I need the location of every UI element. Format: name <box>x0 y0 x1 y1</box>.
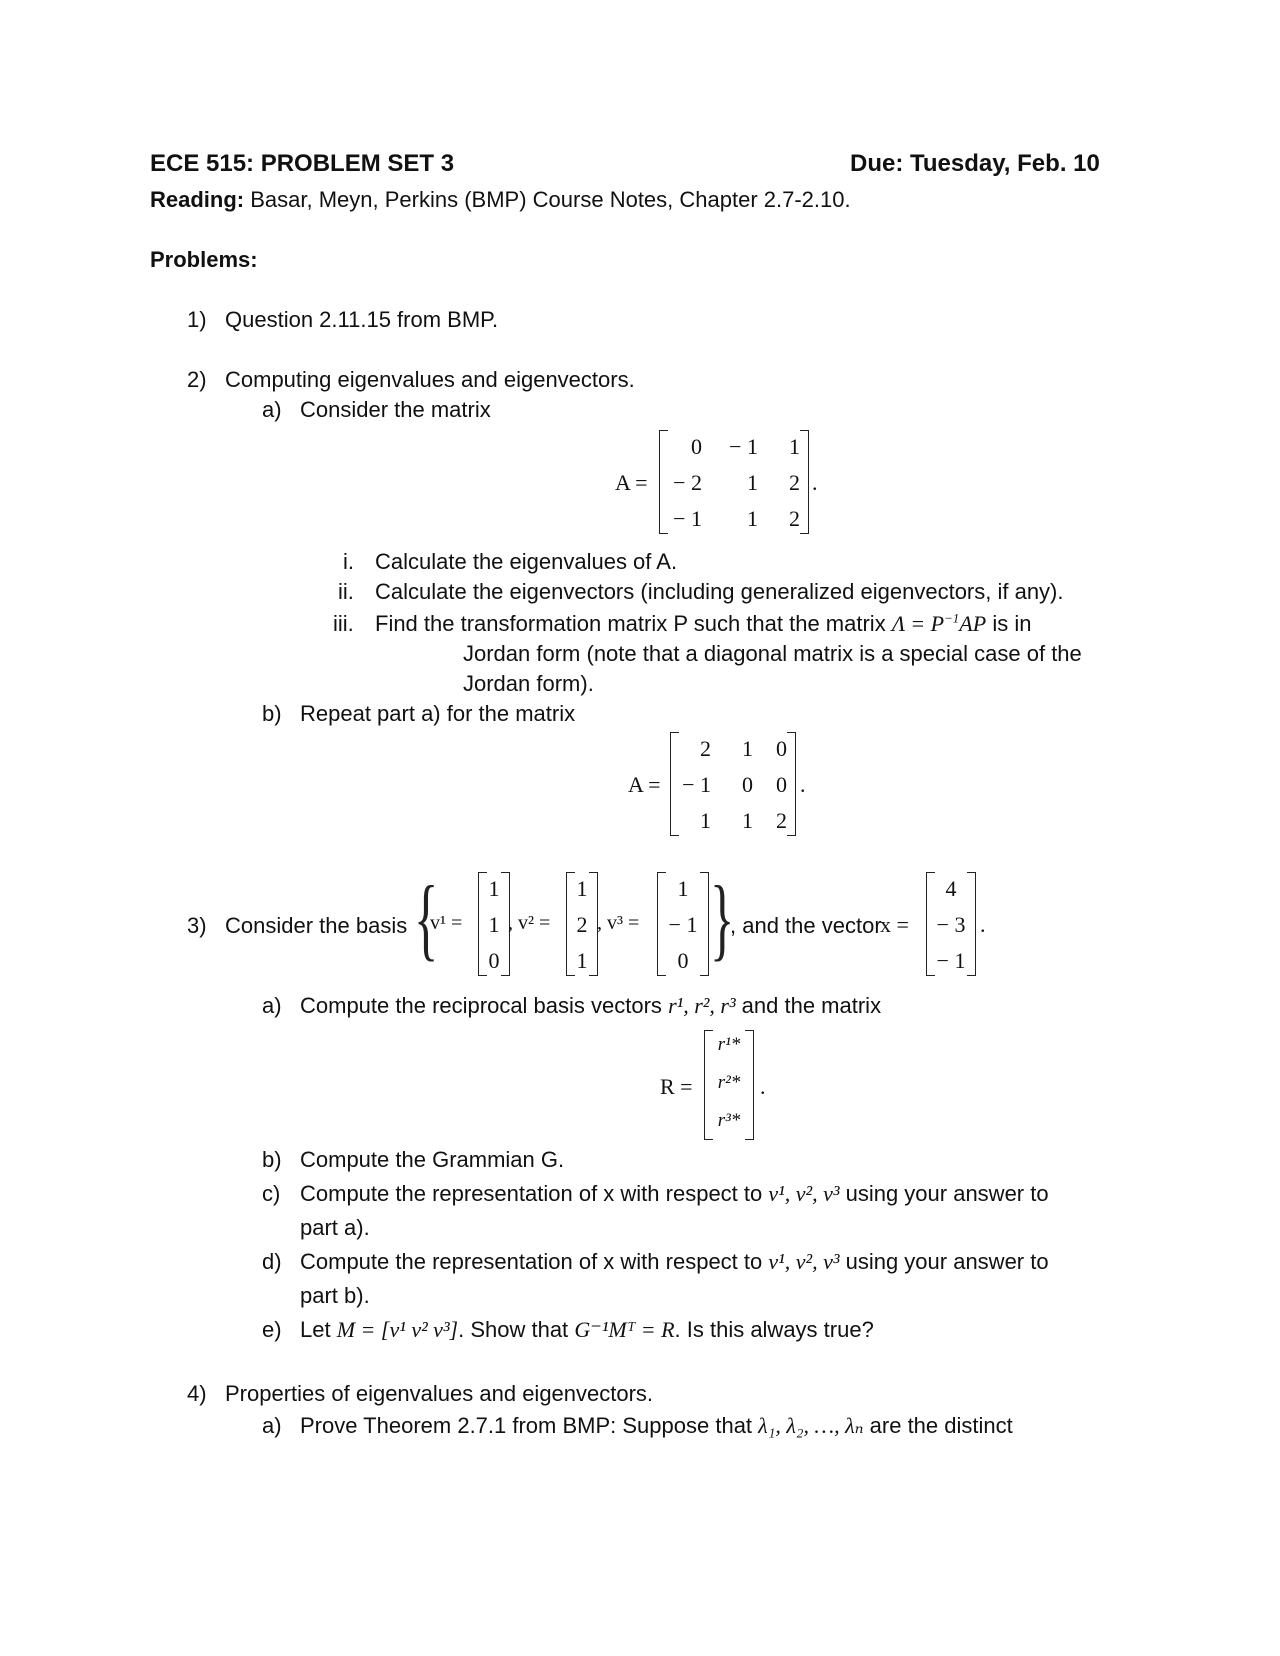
period: . <box>800 772 806 797</box>
lambda-list: λ₁, λ₂, …, λₙ <box>758 1413 864 1438</box>
period: . <box>980 912 986 937</box>
problem-2a-label: a) <box>262 397 282 422</box>
period: . <box>760 1074 766 1099</box>
problem-3a-line <box>300 992 881 1020</box>
vector-cell: − 1 <box>936 948 966 973</box>
problem-3d-line <box>300 1248 1049 1276</box>
problem-3a-text-2: and the matrix <box>741 993 882 1018</box>
reading-text: Basar, Meyn, Perkins (BMP) Course Notes, Chapter 2.7-2.10. <box>250 187 851 212</box>
vector-cell: − 1 <box>668 912 698 937</box>
problem-1-text: Question 2.11.15 from BMP. <box>225 307 499 332</box>
right-brace: } <box>710 867 735 969</box>
eq-lhs: Λ = P <box>891 611 945 636</box>
m-equation: M = [v¹ v² v³] <box>336 1317 459 1342</box>
problem-4a-line <box>300 1412 1013 1440</box>
basis-vector-v3 <box>597 872 709 982</box>
v2-label: , v² = <box>508 912 551 934</box>
vector-cell: 0 <box>488 948 500 973</box>
reciprocal-vectors: r¹, r², r³ <box>668 993 736 1018</box>
v1-label: v¹ = <box>430 912 463 934</box>
item-ii-label: ii. <box>338 579 354 604</box>
problem-2b-label: b) <box>262 701 282 726</box>
matrix-cell: 1 <box>789 434 800 459</box>
matrix-cell: 0 <box>742 772 753 797</box>
problem-3b-label: b) <box>262 1147 282 1172</box>
r-brackets <box>704 1030 754 1140</box>
problem-set-title: ECE 515: PROBLEM SET 3 <box>150 150 455 177</box>
problem-3-number: 3) <box>187 913 207 938</box>
problem-3c-label: c) <box>262 1181 281 1206</box>
x-label: x = <box>880 912 909 937</box>
problem-2-number: 2) <box>187 367 207 392</box>
matrix-cell: − 1 <box>682 772 711 797</box>
problem-3c-line2: part a). <box>300 1215 370 1240</box>
v3-brackets <box>657 872 709 976</box>
problem-3e-text-3: . Is this always true? <box>674 1317 874 1342</box>
r-row: r¹* <box>717 1034 741 1055</box>
matrix-b <box>628 732 808 842</box>
problem-4-number: 4) <box>187 1381 207 1406</box>
vector-cell: 4 <box>945 876 957 901</box>
r-row: r²* <box>717 1072 741 1093</box>
matrix-a-label: A = <box>615 470 648 495</box>
problem-3b-text: Compute the Grammian G. <box>300 1147 565 1172</box>
matrix-b-label: A = <box>628 772 661 797</box>
basis-vectors: v¹, v², v³ <box>768 1249 840 1274</box>
problem-3a-label: a) <box>262 993 282 1018</box>
period: . <box>812 470 818 495</box>
item-iii-text: Find the transformation matrix P such that the matrix <box>375 611 886 636</box>
matrix-cell: 1 <box>742 736 753 761</box>
problem-3c-text-2: using your answer to <box>845 1181 1049 1206</box>
problem-2b-text: Repeat part a) for the matrix <box>300 701 576 726</box>
v2-brackets <box>566 872 598 976</box>
vector-cell: 1 <box>488 912 500 937</box>
vector-cell: 1 <box>576 948 588 973</box>
g-equation: G⁻¹Mᵀ = R <box>574 1317 675 1342</box>
left-brace: { <box>414 867 439 969</box>
vector-cell: 2 <box>576 912 588 937</box>
r-row: r³* <box>717 1110 741 1131</box>
item-iii-line3: Jordan form). <box>463 671 594 696</box>
basis-vector-v1 <box>430 872 510 982</box>
reading-label: Reading: <box>150 187 245 212</box>
vector-cell: 1 <box>677 876 689 901</box>
reading-line <box>150 186 851 214</box>
r-label: R = <box>660 1074 693 1099</box>
vector-cell: 0 <box>677 948 689 973</box>
jordan-equation <box>892 611 986 636</box>
item-ii-text: Calculate the eigenvectors (including generalized eigenvectors, if any). <box>375 579 1064 604</box>
item-iii-label: iii. <box>333 611 354 636</box>
problem-3e-label: e) <box>262 1317 282 1342</box>
problem-3d-line2: part b). <box>300 1283 370 1308</box>
basis-vectors: v¹, v², v³ <box>768 1181 840 1206</box>
problem-3d-text: Compute the representation of x with respect to <box>300 1249 763 1274</box>
matrix-a-brackets <box>659 430 809 534</box>
problem-3a-text: Compute the reciprocal basis vectors <box>300 993 662 1018</box>
problem-4a-label: a) <box>262 1413 282 1438</box>
problem-4-text: Properties of eigenvalues and eigenvectors. <box>225 1381 654 1406</box>
vector-cell: 1 <box>576 876 588 901</box>
problem-3d-text-2: using your answer to <box>845 1249 1049 1274</box>
v1-brackets <box>478 872 510 976</box>
problem-3e-line <box>300 1316 874 1344</box>
x-brackets <box>926 872 976 976</box>
vector-x <box>880 872 990 982</box>
eq-sup: −1 <box>944 610 960 626</box>
matrix-cell: − 1 <box>673 506 702 531</box>
problems-label: Problems: <box>150 247 258 272</box>
problem-3c-line <box>300 1180 1049 1208</box>
problem-3d-label: d) <box>262 1249 282 1274</box>
item-i-label: i. <box>343 549 354 574</box>
item-iii-line2: Jordan form (note that a diagonal matrix is a special case of the <box>463 641 1082 666</box>
due-date: Due: Tuesday, Feb. 10 <box>850 150 1100 177</box>
matrix-cell: 1 <box>747 470 758 495</box>
problem-4a-text-2: are the distinct <box>869 1413 1013 1438</box>
matrix-r <box>660 1030 770 1142</box>
matrix-cell: 0 <box>691 434 702 459</box>
problem-3c-text: Compute the representation of x with respect to <box>300 1181 763 1206</box>
matrix-cell: 2 <box>789 506 800 531</box>
matrix-cell: − 2 <box>673 470 702 495</box>
item-iii-text-2: is in <box>992 611 1032 636</box>
item-i-text: Calculate the eigenvalues of A. <box>375 549 678 574</box>
matrix-cell: 1 <box>747 506 758 531</box>
v3-label: , v³ = <box>597 912 640 934</box>
problem-3e-text-2: . Show that <box>458 1317 569 1342</box>
item-iii-line1 <box>375 610 1031 638</box>
problem-1-number: 1) <box>187 307 207 332</box>
matrix-cell: 0 <box>776 736 787 761</box>
matrix-cell: − 1 <box>729 434 758 459</box>
problem-2a-text: Consider the matrix <box>300 397 491 422</box>
vector-cell: − 3 <box>936 912 966 937</box>
basis-vector-v2 <box>508 872 598 982</box>
problem-3-text: Consider the basis <box>225 913 408 938</box>
matrix-cell: 2 <box>776 808 787 833</box>
problem-2-text: Computing eigenvalues and eigenvectors. <box>225 367 635 392</box>
matrix-cell: 1 <box>700 808 711 833</box>
matrix-cell: 0 <box>776 772 787 797</box>
and-the-vector-text: , and the vector <box>730 913 882 938</box>
vector-cell: 1 <box>488 876 500 901</box>
eq-tail: AP <box>959 611 987 636</box>
matrix-a <box>615 430 818 540</box>
matrix-b-brackets <box>670 732 796 836</box>
matrix-cell: 2 <box>789 470 800 495</box>
matrix-cell: 2 <box>700 736 711 761</box>
problem-3e-text: Let <box>300 1317 331 1342</box>
matrix-cell: 1 <box>742 808 753 833</box>
problem-4a-text: Prove Theorem 2.7.1 from BMP: Suppose that <box>300 1413 753 1438</box>
